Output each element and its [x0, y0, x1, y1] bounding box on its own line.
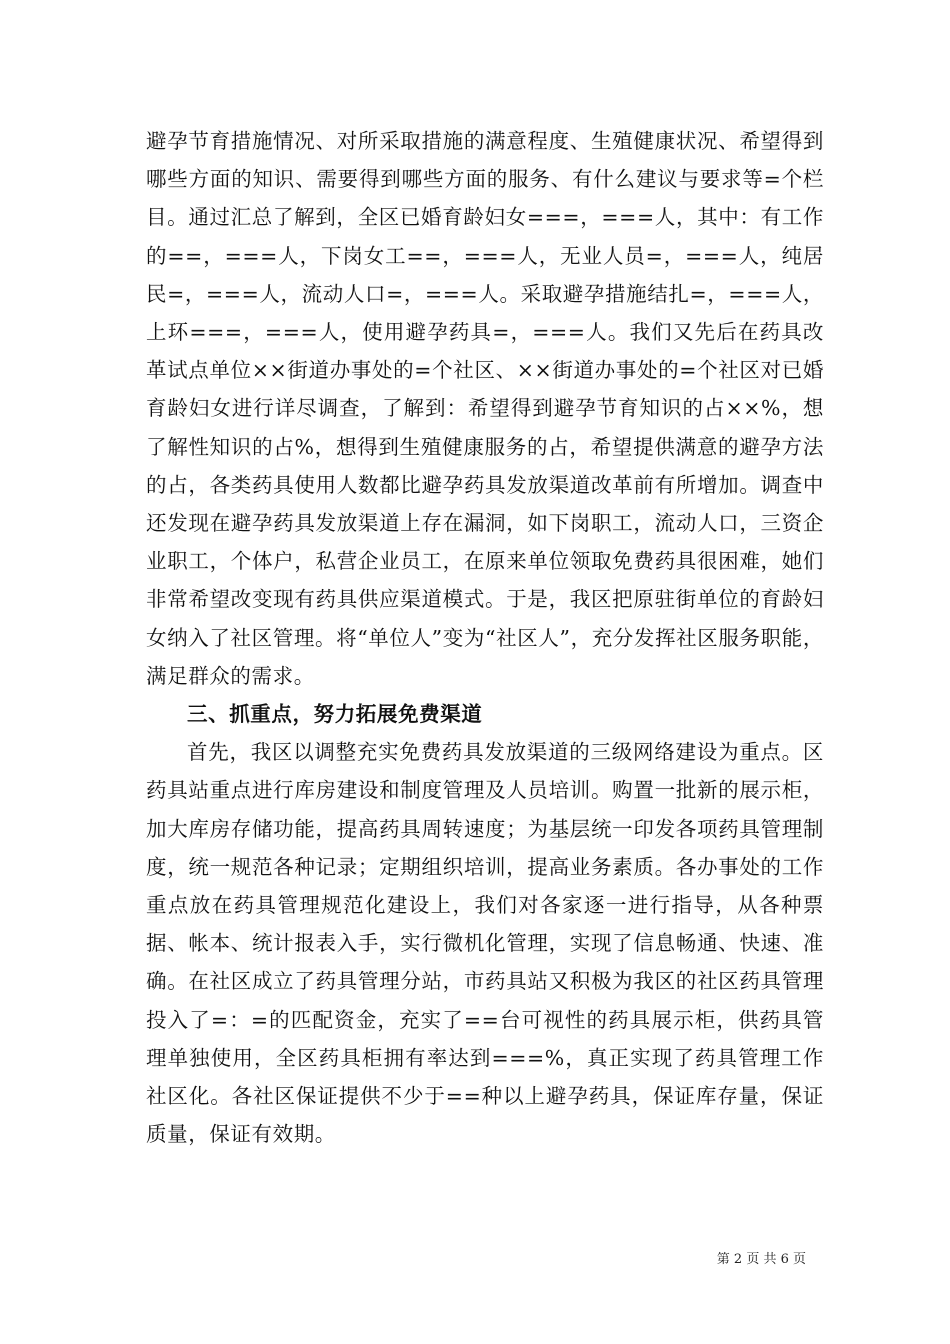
document-body	[146, 122, 824, 1153]
paragraph-free-channels: 首先，我区以调整充实免费药具发放渠道的三级网络建设为重点。区药具站重点进行库房建设和制度管理及人员培训。购置一批新的展示柜，加大库房存储功能，提高药具周转速度；为基层统一印发各项药具管理制度，统一规范各种记录；定期组织培训，提高业务素质。各办事处的工作重点放在药具管理规范化建设上，我们对各家逐一进行指导，从各种票据、帐本、统计报表入手，实行微机化管理，实现了信息畅通、快速、准确。在社区成立了药具管理分站，市药具站又积极为我区的社区药具管理投入了=：=的匹配资金，充实了==台可视性的药具展示柜，供药具管理单独使用，全区药具柜拥有率达到===%，真正实现了药具管理工作社区化。各社区保证提供不少于==种以上避孕药具，保证库存量，保证质量，保证有效期。	[146, 740, 824, 1147]
section-heading-three: 三、抓重点，努力拓展免费渠道	[187, 702, 483, 727]
page-number: 第 2 页 共 6 页	[716, 1252, 806, 1267]
paragraph-survey-results: 避孕节育措施情况、对所采取措施的满意程度、生殖健康状况、希望得到哪些方面的知识、需要得到哪些方面的服务、有什么建议与要求等=个栏目。通过汇总了解到，全区已婚育龄妇女===，===人，其中：有工作的==，===人，下岗女工==，===人，无业人员=，===人，纯居民=，===人，流动人口=，===人。采取避孕措施结扎=，===人，上环===，===人，使用避孕药具=，===人。我们又先后在药具改革试点单位××街道办事处的=个社区、××街道办事处的=个社区对已婚育龄妇女进行详尽调查，了解到：希望得到避孕节育知识的占××%，想了解性知识的占%，想得到生殖健康服务的占，希望提供满意的避孕方法的占，各类药具使用人数都比避孕药具发放渠道改革前有所增加。调查中还发现在避孕药具发放渠道上存在漏洞，如下岗职工，流动人口，三资企业职工，个体户，私营企业员工，在原来单位领取免费药具很困难，她们非常希望改变现有药具供应渠道模式。于是，我区把原驻街单位的育龄妇女纳入了社区管理。将“单位人”变为“社区人”，充分发挥社区服务职能，满足群众的需求。	[146, 129, 824, 688]
